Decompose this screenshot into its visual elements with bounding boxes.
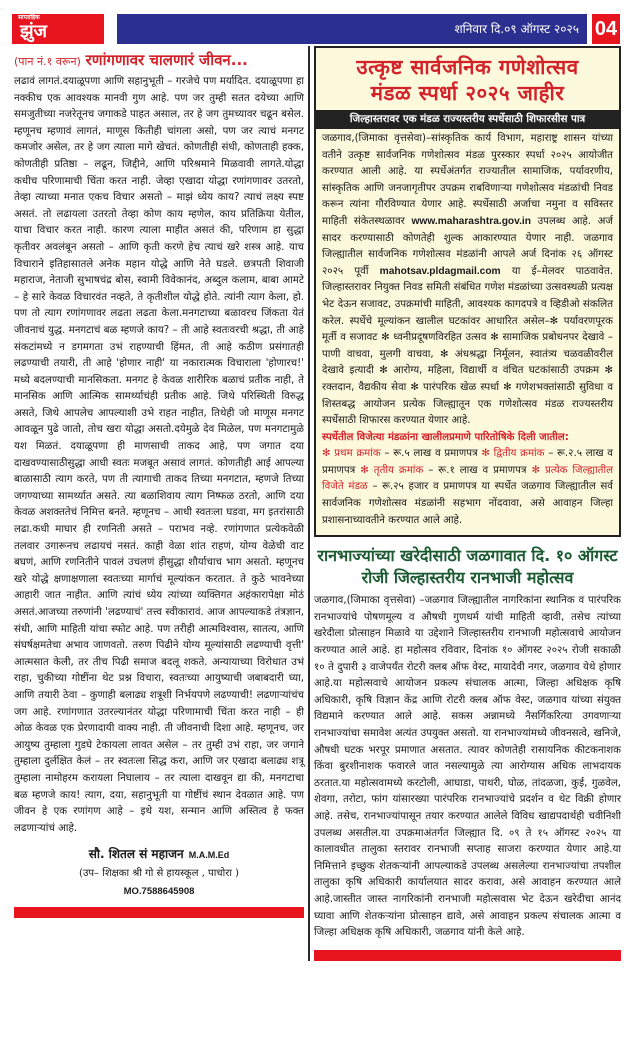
ranbhaji-article — [314, 545, 621, 941]
logo-name: झुंज — [20, 21, 47, 42]
author-name: सौ. शितल सं महाजन — [88, 847, 184, 862]
article-left-title: रणांगणावर चालणारं जीवन... — [85, 51, 248, 69]
prize-district-value: – रू.२५ हजार व प्रमाणपत्र — [372, 481, 477, 493]
author-degree: M.A.M.Ed — [188, 850, 230, 861]
newspaper-logo — [12, 14, 104, 44]
ganeshotsav-body-part2: उपलब्ध आहे. अर्ज सादर करण्यासाठी कोणतेही शुल्क आकारण्यात येणार नाही. जळगाव जिल्ह्यातील सार्वजनिक गणेशोत्सव मंडळांनी आपले अर्ज दिनांक २६ ऑगस्ट २०२५ पूर्वी — [322, 215, 613, 277]
prizes-heading: स्पर्धेतील विजेत्या मंडळांना खालीलप्रमाणे पारितोषिके दिली जातील: — [322, 431, 569, 443]
ganeshotsav-title-line1: उत्कृष्ट सार्वजनिक गणेशोत्सव — [356, 55, 579, 79]
email-link[interactable]: mahotsav.pldagmail.com — [379, 265, 501, 277]
date-bar — [117, 14, 587, 44]
prize-second-label: ✻ द्वितीय क्रमांक — [481, 448, 545, 460]
column-divider — [308, 46, 310, 961]
prize-third-label: ✻ तृतीय क्रमांक — [360, 464, 424, 476]
website-link[interactable]: www.maharashtra.gov.in — [411, 215, 531, 227]
ganeshotsav-title-line2: मंडळ स्पर्धा २०२५ जाहीर — [370, 81, 565, 105]
continued-from-label: (पान नं.१ वरून) — [14, 55, 81, 68]
ranbhaji-title-line1: रानभाज्यांच्या खरेदीसाठी जळगावात दि. १० ऑगस्ट — [317, 546, 618, 566]
ganeshotsav-title — [316, 54, 619, 106]
ganeshotsav-closing: या स्पर्धेत जळगाव जिल्ह्यातील सर्व सार्वजनिक गणेशोत्सव मंडळांनी सहभाग नोंदवावा, असे आवाहन जिल्हा प्रशासनाच्यावतीने करण्यात आले आहे. — [322, 481, 613, 526]
ranbhaji-title-line2: रोजी जिल्हास्तरीय रानभाजी महोत्सव — [361, 568, 574, 588]
issue-date: शनिवार दि.०९ ऑगस्ट २०२५ — [454, 22, 579, 36]
masthead — [12, 14, 620, 44]
ranbhaji-body: जळगाव,(जिमाका वृत्तसेवा) –जळगाव जिल्ह्यातील नागरिकांना स्थानिक व पारंपरिक रानभाज्यांचे पोषणमूल्य व औषधी गुणधर्म यांची माहिती व्हावी, तसेच त्यांच्या खरेदीला प्रोत्साहन मिळावे या उद्देशाने जिल्हास्तरीय रानभाजी महोत्सवाचे आयोजन करण्यात आले आहे. हा महोत्सव रविवार, दिनांक १० ऑगस्ट २०२५ रोजी सकाळी १० ते दुपारी ३ वाजेपर्यंत रोटरी क्लब ऑफ वेस्ट, मायादेवी नगर, जळगाव येथे होणार आहे.या महोत्सवाचे आयोजन प्रकल्प संचालक आत्मा, जिल्हा अधिक्षक कृषि अधिकारी, कृषि विज्ञान केंद्र आणि रोटरी क्लब ऑफ वेस्ट, जळगाव यांच्या संयुक्त विद्यमाने करण्यात आले आहे. सकस अन्नामध्ये नैसर्गिकरित्या उगवणाऱ्या रानभाज्यांचा समावेश अत्यंत उपयुक्त असतो. या रानभाज्यांमध्ये जीवनसत्वे, खनिजे, औषधी घटक भरपूर प्रमाणात असतात. त्यावर कोणतेही रासायनिक कीटकनाशक किंवा बुरशीनाशक फवारले जात नसल्यामुळे त्या आरोग्यास अधिक लाभदायक ठरतात.या महोत्सवामध्ये करटोली, आघाडा, पाथरी, घोळ, तांदळजा, कुई, गुळवेल, शेवगा, तरोटा, फांग यांसारख्या पारंपरिक रानभाज्यांचे प्रदर्शन व थेट विक्री होणार आहे. तसेच, रानभाज्यांपासून तयार करण्यात आलेले विविध खाद्यपदार्थही चवीनिशी उपलब्ध असतील.या उपक्रमाअंतर्गत जिल्ह्यात दि. ०९ ते १५ ऑगस्ट २०२५ या कालावधीत तालुका स्तरावर रानभाजी सप्ताह साजरा करण्यात येणार आहे.या निमित्ताने इच्छुक शेतकऱ्यांनी आपल्याकडे उपलब्ध असलेल्या रानभाज्यांचा तपशील तालुका कृषि अधिकारी कार्यालयात सादर करावा, असे आवाहन करण्यात आले आहे.जास्तीत जास्त नागरिकांनी रानभाजी महोत्सवास भेट देऊन खरेदीचा आनंद घ्यावा आणि शेतकऱ्यांना प्रोत्साहन द्यावे, असे आवाहन प्रकल्प संचालक आत्मा व जिल्हा अधिक्षक कृषि अधिकारी, जळगाव यांनी केले आहे. — [314, 595, 621, 939]
prize-second-value: – रू.२.५ लाख व प्रमाणपत्र — [322, 448, 613, 476]
footer-rule-left — [14, 907, 304, 918]
author-mobile: MO.7588645908 — [123, 886, 195, 898]
article-left-headline — [14, 50, 304, 72]
article-left — [14, 46, 304, 961]
ganeshotsav-subtitle: जिल्हास्तरावर एक मंडळ राज्यस्तरीय स्पर्धेसाठी शिफारसीस पात्र — [316, 110, 619, 129]
author-signature — [14, 843, 304, 899]
page-number: 04 — [592, 14, 620, 44]
prize-district-label: ✻ प्रत्येक जिल्ह्यातील विजेते मंडळ — [322, 464, 613, 493]
ganeshotsav-body — [316, 129, 619, 529]
right-column — [314, 46, 621, 961]
article-left-body: लढावं लागतं.दयाळूपणा आणि सहानुभूती – गरजेचे पण मर्यादित. दयाळूपणा हा नक्कीच एक आवश्यक मानवी गुण आहे. पण जर तुम्ही सतत दयेच्या आणि समजुतीच्या नजरेतूनच जगाकडे पाहत असाल, तर हे जग तुमच्यावर चढून बसेल. म्हणूनच म्हणावं लागतं, माणूस कितीही चांगला असो, पण जर त्याचं मनगट कमजोर असेल, तर हे जग त्याला मागे खेचतं. कोणतीही संधी, कोणताही हक्क, कोणतीही प्रतिष्ठा – लढून, जिद्दीने, आणि परिश्रमाने मिळवावी लागते.योद्धा कधीच परिणामाची चिंता करत नाही. जेव्हा एखादा योद्धा रणांगणावर उतरतो, तेव्हा त्याच्या मनात एकच विचार असतो – माझं ध्येय काय? त्याचं लक्ष्य स्पष्ट असतं. तो लढायला उतरतो तेव्हा कोण काय म्हणेल, काय प्रतिक्रिया येतील, याचा विचार करत नाही. कारण त्याला माहीत असतं की, परिणाम हा सुद्धा कृतीवर अवलंबून असतो – आणि कृती करणे हेच त्याचं खरे शस्त्र आहे. याच विचाराने इतिहासातले अनेक महान योद्धे आणि नेते घडले. छत्रपती शिवाजी महाराज, नेताजी सुभाषचंद्र बोस, स्वामी विवेकानंद, अब्दुल कलाम, बाबा आमटे – हे सारे केवळ विचारवंत नव्हते, ते कृतीशील योद्धे होते. त्यांनी त्याग केला, हो. पण तो त्याग रणांगणावर लढता लढता केला.मनगटाच्या बळावरच जिंकता येतं जीवनाचं युद्ध. मनगटाचं बळ म्हणजे काय? – ती आहे स्वतःवरची श्रद्धा, ती आहे संकटांमध्ये न डगमगता उभं राहण्याची हिंमत, ती आहे कठीण प्रसंगातही लढण्याची तयारी, ती आहे 'होणार नाही' या नकारात्मक विचाराला 'होणारच!' मध्ये बदलण्याची मानसिकता. मनगट हे केवळ शारीरिक बळाचं प्रतीक नाही, ते मानसिक आणि आत्मिक सामर्थ्याचंही प्रतीक आहे. जिथे परिस्थिती विरुद्ध असते, जिथे आपलेच आपल्याशी उभे राहत नाहीत, तिथेही जो माणूस मनगट आवळून पुढे जातो, तोच खरा योद्धा असतो.दयेमुळे देव मिळेल, पण मनगटामुळे यश मिळतं. दयाळूपणा ही माणसाची ताकद आहे, पण जगात दया दाखवण्यासाठीसुद्धा आधी स्वतः मजबूत असावं लागतं. कोणतीही आई आपल्या बाळासाठी त्याग करते, पण ती त्यागाची ताकद तिच्या मनगटात, म्हणजे तिच्या जगण्याच्या सामर्थ्यात असते. त्या बळाशिवाय त्याग निष्फळ ठरतो, आणि दया केवळ अशक्ततेचं निमित्त बनते. म्हणूनच – आधी स्वतःला घडवा, मग इतरांसाठी लढा.कधी माघार ही रणनिती असते – पराभव नव्हे. रणांगणात प्रत्येकवेळी तलवार उगारूनच लढायचं नसतं. काही वेळा शांत राहणं, योग्य वेळेची वाट बघणं, आणि रणनितीने पावलं उचलणं हीसुद्धा शौर्याचाच भाग असतो. म्हणूनच खरे योद्धे क्षणाक्षणाला स्वतःच्या मार्गाचं मूल्यांकन करतात. ते कुठे भावनेच्या आहारी जात नाहीत. आणि त्यांचं ध्येय त्यांच्या व्यक्तिगत अहंकारापेक्षा मोठं असतं.आजच्या तरुणांनी 'लढण्याचं' तत्त्व स्वीकारावं. आज आपल्याकडे तंत्रज्ञान, संधी, आणि माहिती यांचा स्फोट आहे. पण तरीही आत्मविश्वास, सातत्य, आणि संघर्षक्षमतेचा अभाव जाणवतो. तरुण पिढीने योग्य मूल्यांसाठी लढण्याची वृत्ती' आत्मसात केली, तर तीच पिढी समाज बदलू शकते. अन्यायाच्या विरोधात उभं राहा, चुकीच्या गोष्टींना थेट प्रश्न विचारा, स्वतःच्या आयुष्याची जबाबदारी घ्या, आणि तयारी ठेवा – कुणाही बलाढ्य शत्रूशी निर्भयपणे लढण्याची! लढणाऱ्यांचंच जग आहे. रणांगणात उतरल्यानंतर योद्धा परिणामाची चिंता करत नाही – ही ओळ केवळ एक प्रेरणादायी वाक्य नाही. ती जीवनाची दिशा आहे. म्हणूनच, जर आयुष्य तुम्हाला गुडघे टेकायला लावत असेल – तर तुम्ही उभं राहा, जर जगाने तुम्हाला दुर्लक्षित केलं – तर स्वतःला सिद्ध करा, आणि जर एखादा बलाढ्य शत्रू तुम्हाला नामोहरम करायला निघालाय – तर त्याला दाखवून द्या की, मनगटाचा बळ म्हणजे काय! त्याग, दया, सहानुभूती या गोष्टींचं स्थान देवळात आहे. पण जीवन हे एक रणांगण आहे – इथे यश, सन्मान आणि अस्तित्व हे फक्त लढणाऱ्यांचं आहे. — [14, 76, 304, 834]
prize-first-value: – रू.५ लाख व प्रमाणपत्र — [384, 448, 478, 460]
ganeshotsav-body-part1: जळगाव,(जिमाका वृत्तसेवा)–सांस्कृतिक कार्य विभाग, महाराष्ट्र शासन यांच्या वतीने उत्कृष्ट सार्वजनिक गणेशोत्सव मंडळ पुरस्कार स्पर्धा २०२५ आयोजीत करण्यात आली आहे. या स्पर्धेअंतर्गत राज्यातील सामाजिक, पर्यावरणीय, सांस्कृतिक आणि जनजागृतीपर उपक्रम राबविणाऱ्या गणेशोत्सव मंडळांची निवड करून त्यांना गौरविण्यात येणार आहे. स्पर्धेसाठी अर्जाचा नमुना व सविस्तर माहिती संकेतस्थळावर — [322, 133, 613, 227]
ganeshotsav-article-box — [314, 46, 621, 537]
prize-first-label: ✻ प्रथम क्रमांक — [322, 448, 381, 460]
prize-third-value: – रू.१ लाख व प्रमाणपत्र — [428, 464, 527, 476]
author-affiliation: (उप– शिक्षका श्री गो से हायस्कूल , पाचोरा ) — [79, 868, 239, 880]
ranbhaji-title — [314, 545, 621, 589]
footer-rule-right — [314, 950, 621, 961]
page-columns — [14, 46, 620, 961]
logo-tagline: साप्ताहिक — [18, 14, 40, 21]
ganeshotsav-body-part3: या ई–मेलवर पाठवावेत. जिल्हास्तरावर नियुक्त निवड समिती संबंधित गणेश मंडळांच्या उत्सवस्थळी प्रत्यक्ष भेट देऊन सजावट, उपक्रमांची माहिती, आवश्यक कागदपत्रे व व्हिडीओ संकलित करेल. स्पर्धेचे मूल्यांकन खालील घटकांवर आधारित असेल–✻ पर्यावरणपूरक मूर्ती व सजावट ✻ ध्वनीप्रदूषणविरहित उत्सव ✻ सामाजिक प्रबोधनपर देखावे – पाणी वाचवा, मुलगी वाचवा, ✻ अंधश्रद्धा निर्मूलन, स्वातंत्र्य चळवळीवरील देखावे इत्यादी ✻ आरोग्य, महिला, विद्यार्थी व वंचित घटकांसाठी उपक्रम ✻ रक्तदान, वैद्यकीय सेवा ✻ पारंपरिक खेळ स्पर्धा ✻ गणेशभक्तांसाठी सुविधा व शिस्तबद्ध आयोजन प्रत्येक जिल्ह्यातून एक गणेशोत्सव मंडळ राज्यस्तरीय स्पर्धेसाठी शिफारस करण्यात येणार आहे. — [322, 265, 613, 427]
